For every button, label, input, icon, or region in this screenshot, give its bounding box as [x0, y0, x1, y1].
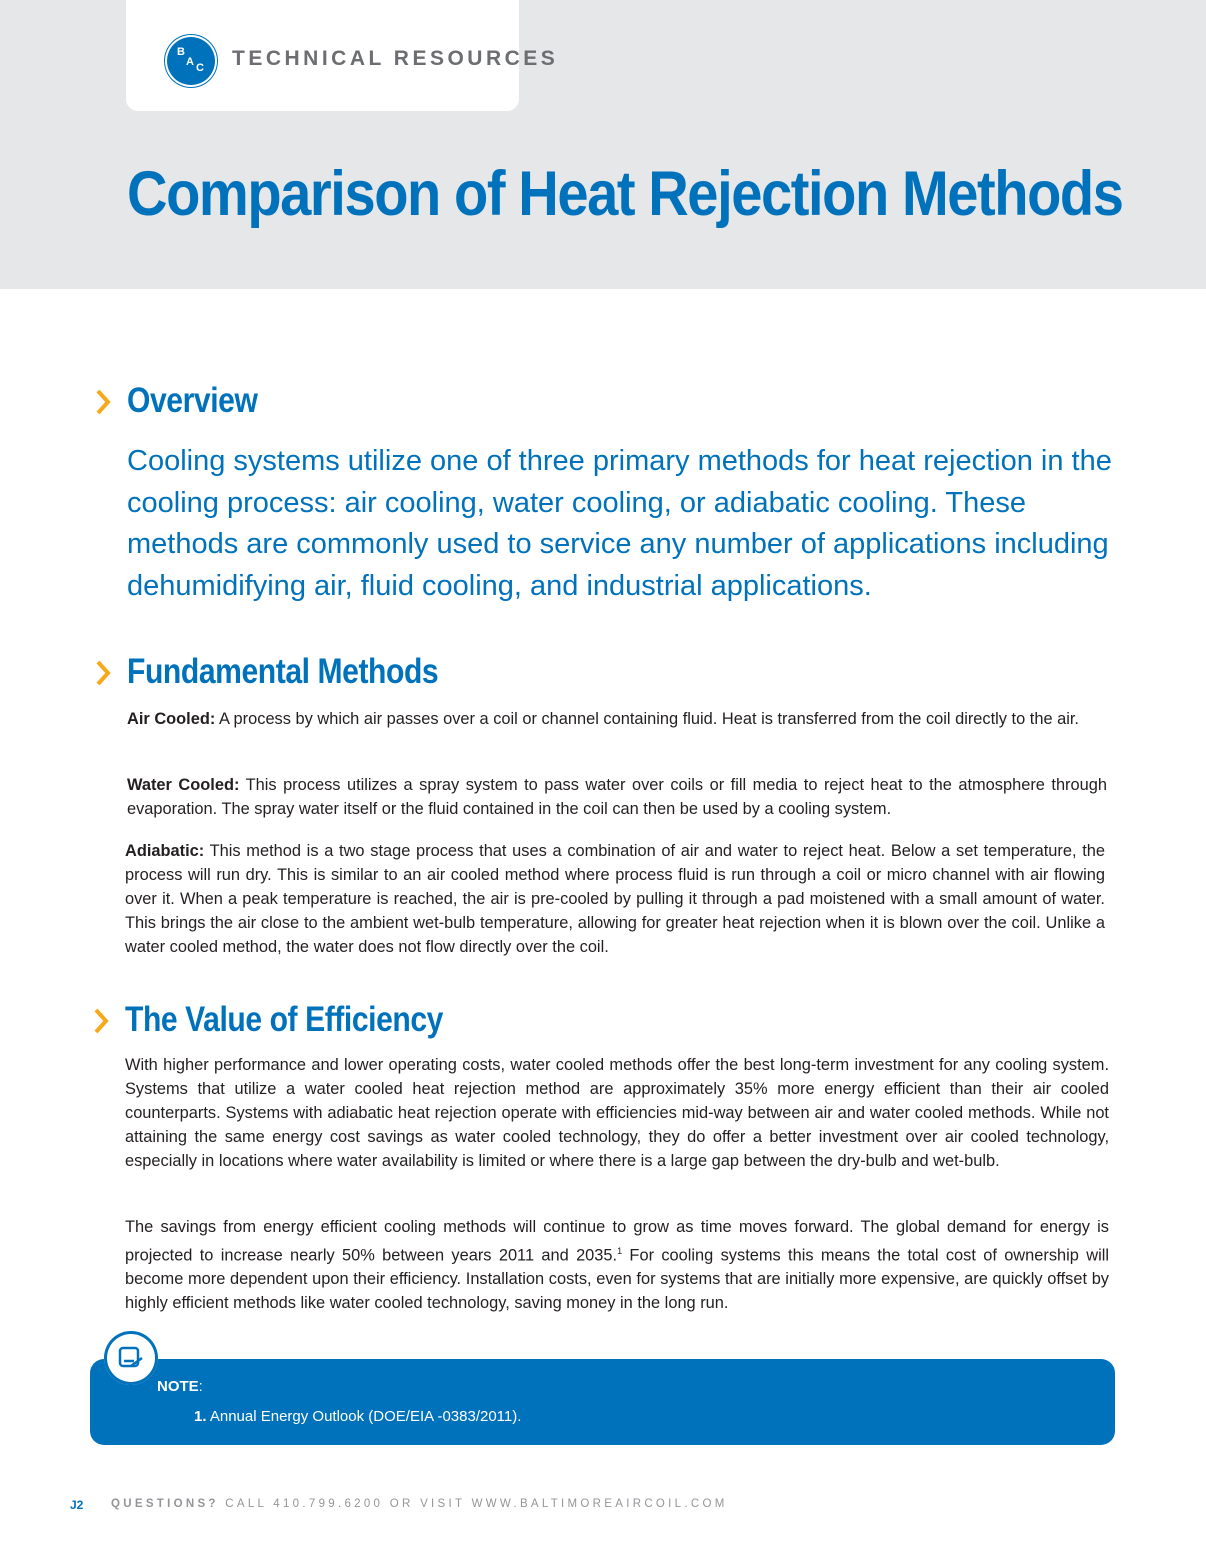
- method-adiabatic: [125, 839, 1105, 959]
- chevron-right-icon: [94, 658, 114, 688]
- note-label-text: NOTE: [157, 1378, 199, 1395]
- section-tab: [126, 0, 559, 111]
- page-title: Comparison of Heat Rejection Methods: [127, 159, 1123, 229]
- section-title-efficiency: The Value of Efficiency: [125, 1000, 443, 1039]
- note-colon: :: [198, 1378, 203, 1395]
- efficiency-paragraph-2: [125, 1215, 1109, 1315]
- note-label: [157, 1378, 203, 1395]
- method-term: Water Cooled:: [127, 776, 240, 794]
- bac-logo: B A C: [167, 37, 215, 85]
- chevron-right-icon: [94, 387, 114, 417]
- method-text: A process by which air passes over a coil or channel containing fluid. Heat is transferred from the coil directly to the air.: [215, 710, 1079, 728]
- page-number: J2: [70, 1498, 84, 1512]
- method-water-cooled: [127, 773, 1107, 821]
- overview-lead: Cooling systems utilize one of three primary methods for heat rejection in the cooling process: air cooling, water cooling, or adiabatic cooling. These methods are commonly used to service any number of applications including dehumidifying air, fluid cooling, and industrial applications.: [127, 445, 1112, 602]
- paragraph-text: The savings from energy efficient cooling methods will continue to grow as time moves forward. The global demand for energy is projected to increase nearly 50% between years 2011 and 2035.: [125, 1218, 1109, 1265]
- footer-contact: [111, 1498, 728, 1510]
- method-term: Adiabatic:: [125, 842, 205, 860]
- method-text: This process utilizes a spray system to pass water over coils or fill media to reject heat to the atmosphere through evaporation. The spray water itself or the fluid contained in the coil can then be used by a cooling system.: [127, 776, 1107, 818]
- footer-contact-text: CALL 410.799.6200 OR VISIT WWW.BALTIMOREAIRCOIL.COM: [218, 1498, 728, 1510]
- section-label: TECHNICAL RESOURCES: [232, 47, 559, 70]
- efficiency-paragraph-1: With higher performance and lower operating costs, water cooled methods offer the best long-term investment for any cooling system. Systems that utilize a water cooled heat rejection method are approximately 35% more energy efficient than their air cooled counterparts. Systems with adiabatic heat rejection operate with efficiencies mid-way between air and water cooled methods. While not attaining the same energy cost savings as water cooled technology, they do offer a better investment over air cooled technology, especially in locations where water availability is limited or where there is a large gap between the dry-bulb and wet-bulb.: [125, 1056, 1109, 1170]
- section-title-overview: Overview: [127, 381, 258, 420]
- note-item: [194, 1408, 521, 1425]
- footer-questions: QUESTIONS?: [111, 1498, 219, 1510]
- method-air-cooled: [127, 707, 1107, 731]
- note-item-text: Annual Energy Outlook (DOE/EIA -0383/2011).: [206, 1408, 522, 1425]
- section-title-fundamental: Fundamental Methods: [127, 652, 439, 691]
- footnote-ref: 1: [617, 1246, 623, 1256]
- note-document-icon: [104, 1331, 158, 1385]
- method-term: Air Cooled:: [127, 710, 216, 728]
- method-text: This method is a two stage process that uses a combination of air and water to reject heat. Below a set temperature, the process will run dry. This is similar to an air cooled method where process fluid is run through a coil or micro channel with air flowing over it. When a peak temperature is reached, the air is pre-cooled by pulling it through a pad moistened with a small amount of water. This brings the air close to the ambient wet-bulb temperature, allowing for greater heat rejection when it is blown over the coil. Unlike a water cooled method, the water does not flow directly over the coil.: [125, 842, 1105, 956]
- note-item-number: 1.: [194, 1408, 207, 1425]
- chevron-right-icon: [92, 1006, 112, 1036]
- note-box: [90, 1359, 1115, 1445]
- paragraph-text: For cooling systems this means the total cost of ownership will become more dependent upon their efficiency. Installation costs, even for systems that are initially more expensive, are quickly offset by highly efficient methods like water cooled technology, saving money in the long run.: [125, 1246, 1109, 1313]
